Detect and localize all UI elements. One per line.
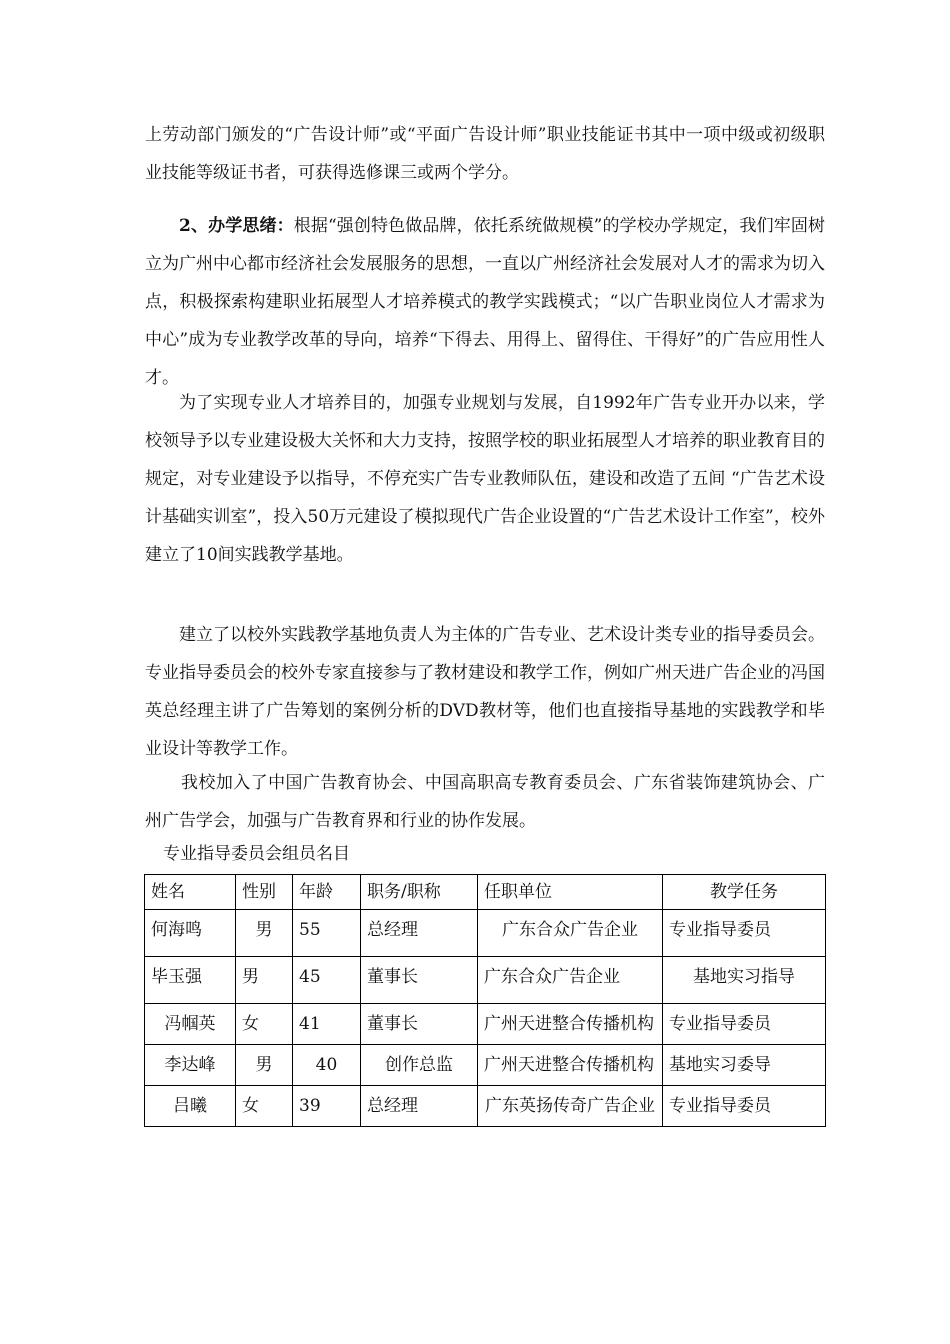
cell-employer: 广东英扬传奇广告企业 [478, 1086, 663, 1127]
cell-employer: 广州天进整合传播机构 [478, 1045, 663, 1086]
paragraph-school-philosophy [145, 207, 825, 397]
cell-name: 毕玉强 [145, 957, 236, 1004]
cell-gender: 女 [236, 1086, 293, 1127]
cell-employer: 广州天进整合传播机构 [478, 1004, 663, 1045]
header-employer: 任职单位 [478, 875, 663, 910]
header-name: 姓名 [145, 875, 236, 910]
cell-position: 创作总监 [361, 1045, 478, 1086]
header-gender: 性别 [236, 875, 293, 910]
paragraph-certificate-credits: 上劳动部门颁发的“广告设计师”或“平面广告设计师”职业技能证书其中一项中级或初级职业技能等级证书者，可获得选修课三或两个学分。 [145, 125, 825, 183]
cell-teaching-task: 专业指导委员 [663, 1004, 826, 1045]
cell-position: 董事长 [361, 957, 478, 1004]
cell-name: 冯帼英 [145, 1004, 236, 1045]
table-row [145, 1045, 826, 1086]
cell-age: 55 [293, 910, 361, 957]
cell-position: 总经理 [361, 1086, 478, 1127]
cell-teaching-task: 基地实习委导 [663, 1045, 826, 1086]
cell-name: 何海鸣 [145, 910, 236, 957]
paragraph-professional-development: 为了实现专业人才培养目的，加强专业规划与发展，自1992年广告专业开办以来，学校领导予以专业建设极大关怀和大力支持，按照学校的职业拓展型人才培养的职业教育目的规定，对专业建设予以指导，不停充实广告专业教师队伍，建设和改造了五间 “广告艺术设计基础实训室”，投入50万元建设了模拟现代广告企业设置的“广告艺术设计工作室”，校外建立了10间实践教学基地。 [145, 393, 825, 565]
cell-name: 吕曦 [145, 1086, 236, 1127]
committee-members-table [144, 874, 826, 1127]
cell-teaching-task: 专业指导委员 [663, 1086, 826, 1127]
cell-name: 李达峰 [145, 1045, 236, 1086]
cell-gender: 男 [236, 910, 293, 957]
header-teaching-task: 教学任务 [663, 875, 826, 910]
cell-gender: 男 [236, 1045, 293, 1086]
table-row [145, 910, 826, 957]
paragraph-body: 根据“强创特色做品牌，依托系统做规模”的学校办学规定，我们牢固树立为广州中心都市经济社会发展服务的思想，一直以广州经济社会发展对人才的需求为切入点，积极探索构建职业拓展型人才培养模式的教学实践模式；“以广告职业岗位人才需求为中心”成为专业教学改革的导向，培养“下得去、用得上、留得住、干得好”的广告应用性人才。 [145, 216, 825, 388]
table-row [145, 957, 826, 1004]
cell-gender: 男 [236, 957, 293, 1004]
cell-employer: 广东合众广告企业 [478, 957, 663, 1004]
cell-gender: 女 [236, 1004, 293, 1045]
cell-position: 董事长 [361, 1004, 478, 1045]
header-position: 职务/职称 [361, 875, 478, 910]
table-caption: 专业指导委员会组员名目 [163, 844, 350, 864]
cell-age: 41 [293, 1004, 361, 1045]
cell-teaching-task: 基地实习指导 [663, 957, 826, 1004]
cell-age: 39 [293, 1086, 361, 1127]
table-header-row [145, 875, 826, 910]
cell-employer: 广东合众广告企业 [478, 910, 663, 957]
cell-teaching-task: 专业指导委员 [663, 910, 826, 957]
cell-position: 总经理 [361, 910, 478, 957]
table-row [145, 1004, 826, 1045]
paragraph-advisory-committee: 建立了以校外实践教学基地负责人为主体的广告专业、艺术设计类专业的指导委员会。专业指导委员会的校外专家直接参与了教材建设和教学工作，例如广州天进广告企业的冯国英总经理主讲了广告筹划的案例分析的DVD教材等，他们也直接指导基地的实践教学和毕业设计等教学工作。 [145, 625, 825, 759]
paragraph-associations: 我校加入了中国广告教育协会、中国高职高专教育委员会、广东省装饰建筑协会、广州广告学会，加强与广告教育界和行业的协作发展。 [145, 773, 825, 831]
header-age: 年龄 [293, 875, 361, 910]
table-row [145, 1086, 826, 1127]
cell-age: 45 [293, 957, 361, 1004]
section-heading: 2、办学思绪： [179, 216, 294, 236]
cell-age: 40 [293, 1045, 361, 1086]
